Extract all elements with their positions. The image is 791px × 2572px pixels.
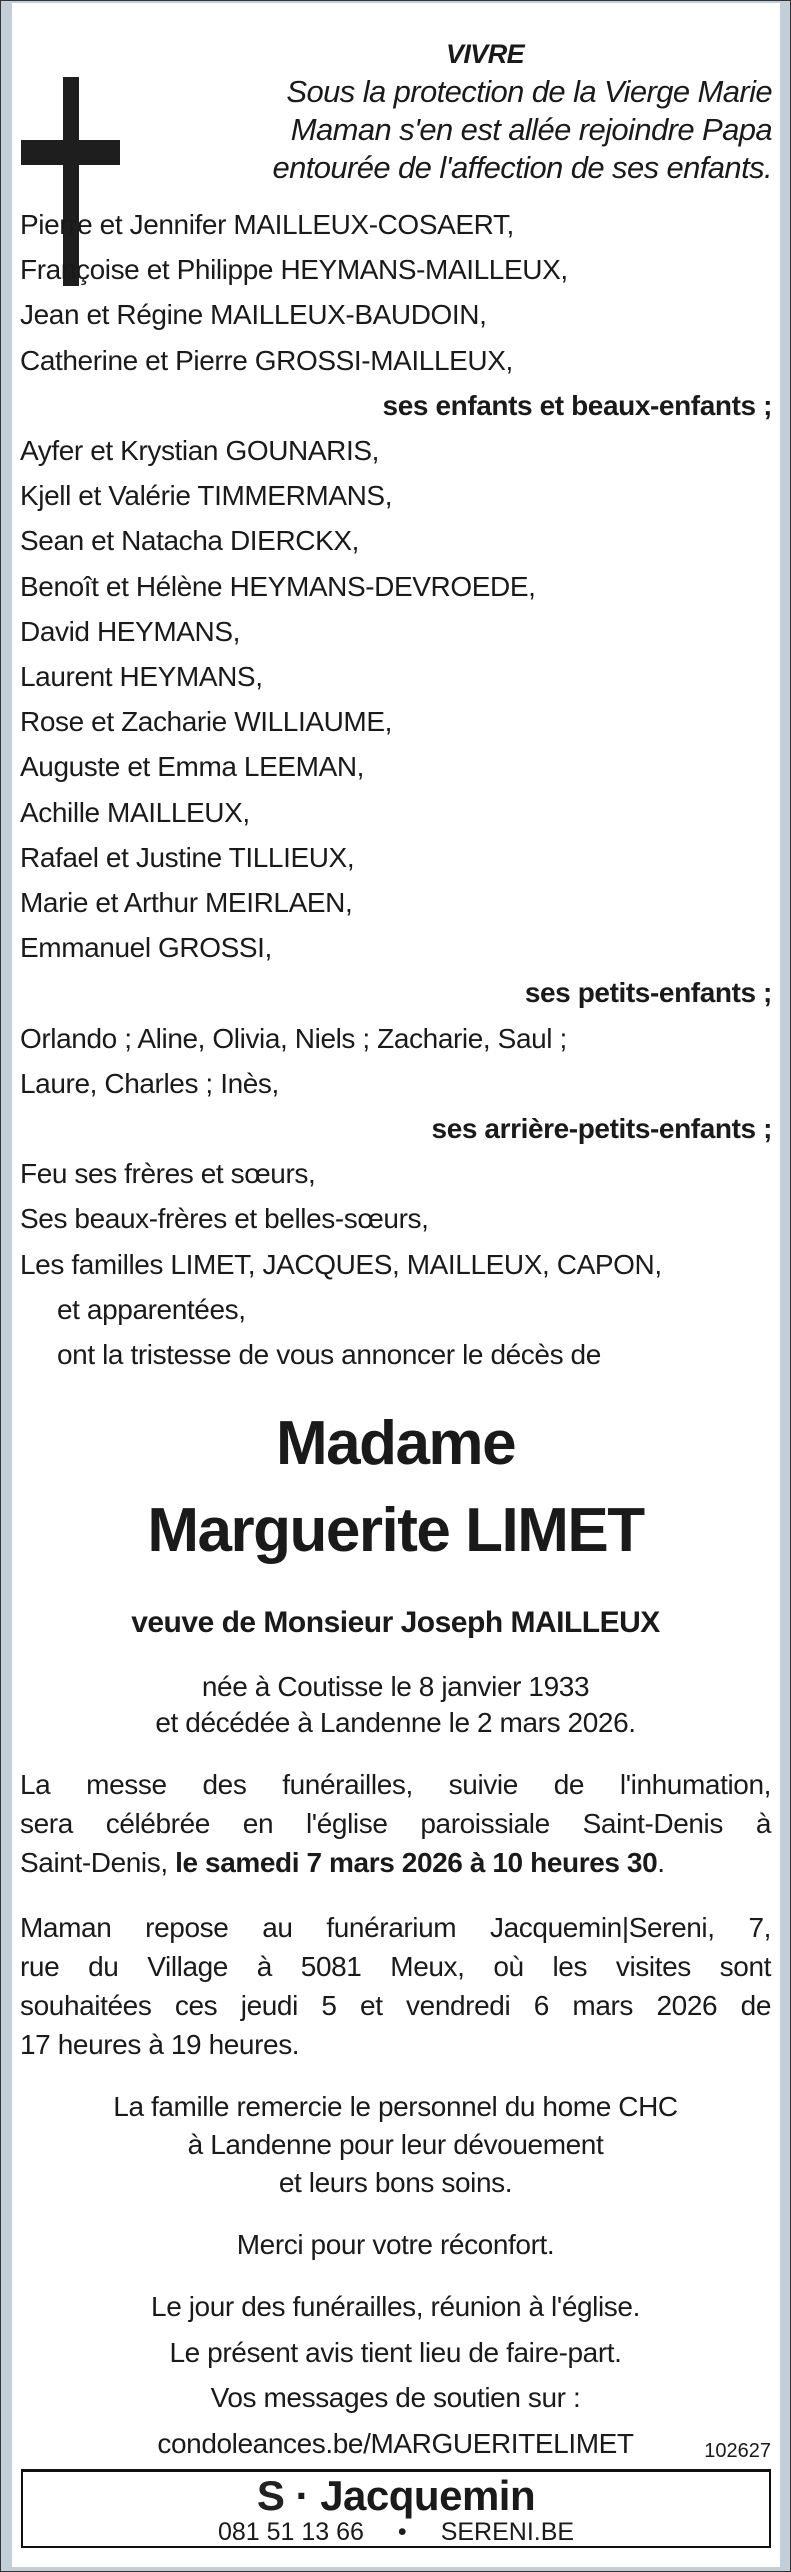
verse-line: Sous la protection de la Vierge Marie <box>286 74 772 109</box>
funeral-period: . <box>657 1847 665 1878</box>
verse-line: entourée de l'affection de ses enfants. <box>272 150 772 185</box>
note-line: Vos messages de soutien sur : <box>210 2382 581 2413</box>
condolence-link[interactable]: condoleances.be/MARGUERITELIMET <box>157 2427 634 2459</box>
family-list <box>20 202 772 1377</box>
thanks-line: à Landenne pour leur dévouement <box>187 2129 604 2160</box>
sereni-logo-icon: S <box>256 2472 285 2519</box>
funeral-home-logo <box>23 2474 769 2518</box>
verse <box>272 35 772 187</box>
funeral-place: Saint-Denis, <box>20 1847 176 1878</box>
notes <box>0 2284 791 2466</box>
funeral-line <box>20 1843 771 1882</box>
children-label: ses enfants et beaux-enfants ; <box>382 389 772 421</box>
relative: Ses beaux-frères et belles-sœurs, <box>20 1203 429 1235</box>
relative: Les familles LIMET, JACQUES, MAILLEUX, CAPON, <box>20 1248 662 1280</box>
thanks-line: La famille remercie le personnel du home CHC <box>113 2091 678 2122</box>
grandchild: Rose et Zacharie WILLIAUME, <box>20 706 392 738</box>
widow-of: veuve de Monsieur Joseph MAILLEUX <box>131 1606 660 1639</box>
child: Jean et Régine MAILLEUX-BAUDOIN, <box>20 299 487 331</box>
grandchildren-label: ses petits-enfants ; <box>524 977 772 1009</box>
great-grandchildren-label: ses arrière-petits-enfants ; <box>431 1113 772 1145</box>
funeral-line: La messe des funérailles, suivie de l'inhumation, <box>20 1769 771 1800</box>
child: Catherine et Pierre GROSSI-MAILLEUX, <box>20 344 513 376</box>
child: Pierre et Jennifer MAILLEUX-COSAERT, <box>20 209 514 240</box>
note-line: Le jour des funérailles, réunion à l'église. <box>151 2291 640 2322</box>
grandchild: Kjell et Valérie TIMMERMANS, <box>20 480 393 512</box>
grandchild: Benoît et Hélène HEYMANS-DEVROEDE, <box>20 570 536 602</box>
grandchild: Sean et Natacha DIERCKX, <box>20 525 360 557</box>
great-grandchildren: Orlando ; Aline, Olivia, Niels ; Zacharie, Saul ; <box>20 1022 567 1054</box>
funeral-datetime: le samedi 7 mars 2026 à 10 heures 30 <box>175 1847 658 1878</box>
funeral-line: sera célébrée en l'église paroissiale Saint-Denis à <box>20 1808 771 1839</box>
great-grandchildren: Laure, Charles ; Inès, <box>20 1067 279 1099</box>
funeral-home-contact <box>23 2518 769 2546</box>
deceased-name: Marguerite LIMET <box>147 1496 644 1565</box>
grandchild: Ayfer et Krystian GOUNARIS, <box>20 435 380 467</box>
relative: Feu ses frères et sœurs, <box>20 1158 316 1190</box>
visit-info <box>20 1908 771 2064</box>
verse-line: Maman s'en est allée rejoindre Papa <box>290 112 772 147</box>
reference-number: 102627 <box>704 2440 771 2462</box>
visit-line: rue du Village à 5081 Meux, où les visites sont <box>20 1951 771 1982</box>
grandchild: Emmanuel GROSSI, <box>20 932 272 964</box>
comfort: Merci pour votre réconfort. <box>236 2229 555 2260</box>
grandchild: Laurent HEYMANS, <box>20 661 263 693</box>
visit-line: souhaitées ces jeudi 5 et vendredi 6 mars 2026 de <box>20 1990 771 2021</box>
grandchild: Marie et Arthur MEIRLAEN, <box>20 887 353 919</box>
funeral-info <box>20 1765 771 1882</box>
grandchild: David HEYMANS, <box>20 615 241 647</box>
relative: et apparentées, <box>57 1293 246 1325</box>
child: Françoise et Philippe HEYMANS-MAILLEUX, <box>20 254 568 286</box>
birth: née à Coutisse le 8 janvier 1933 <box>201 1671 590 1702</box>
announcement: ont la tristesse de vous annoncer le décès de <box>57 1339 601 1371</box>
thanks-line: et leurs bons soins. <box>278 2167 513 2198</box>
grandchild: Auguste et Emma LEEMAN, <box>20 751 365 783</box>
website[interactable]: SERENI.BE <box>440 2518 575 2546</box>
separator: • <box>397 2518 407 2546</box>
visit-line: Maman repose au funérarium Jacquemin|Sereni, 7, <box>20 1912 771 1943</box>
funeral-home-name: · Jacquemin <box>295 2472 536 2519</box>
note-line: Le présent avis tient lieu de faire-part. <box>169 2336 622 2368</box>
visit-line: 17 heures à 19 heures. <box>20 2029 300 2060</box>
verse-title: VIVRE <box>445 39 524 69</box>
grandchild: Rafael et Justine TILLIEUX, <box>20 841 355 873</box>
cross-horizontal <box>21 140 120 165</box>
phone: 081 51 13 66 <box>217 2518 364 2546</box>
deceased-title: Madame <box>275 1409 516 1478</box>
thanks <box>0 2088 791 2202</box>
death: et décédée à Landenne le 2 mars 2026. <box>155 1707 636 1738</box>
funeral-home-box <box>21 2469 771 2548</box>
grandchild: Achille MAILLEUX, <box>20 796 250 828</box>
